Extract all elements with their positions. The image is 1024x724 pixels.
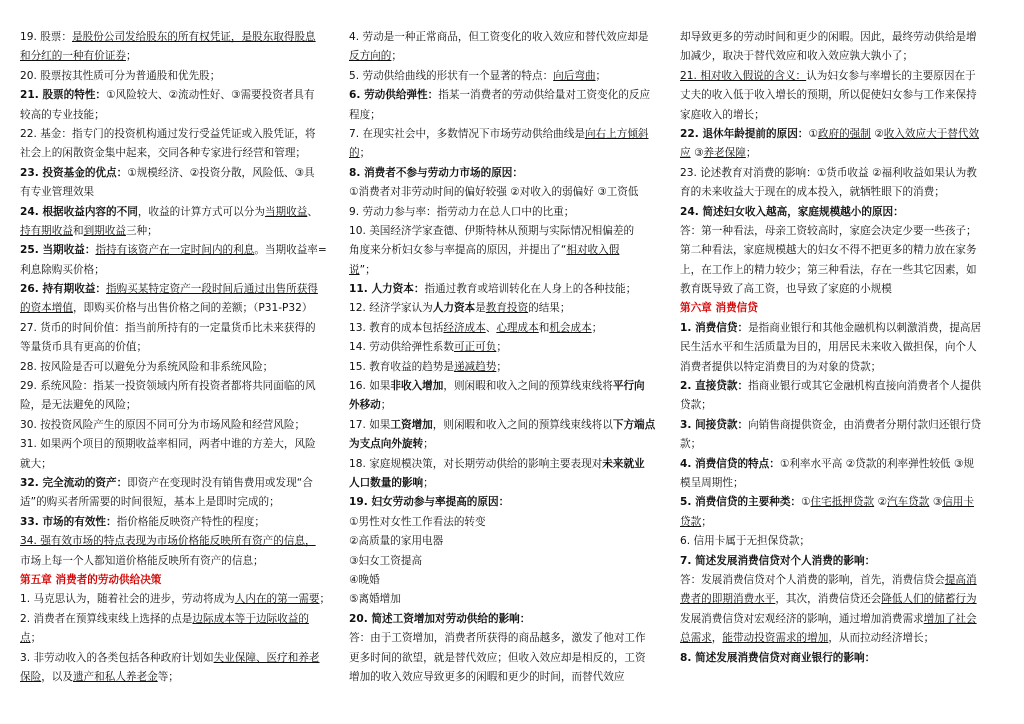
text-line — [349, 590, 667, 609]
text-line — [349, 241, 667, 260]
text-segment: 家庭收入的增长； — [680, 108, 765, 121]
text-line — [349, 358, 667, 377]
text-line — [349, 416, 667, 435]
underlined-text: 人内在的第一需要 — [234, 593, 320, 606]
underlined-text: 教育投资 — [485, 302, 529, 315]
underlined-text: 反方向的 — [349, 50, 392, 63]
text-segment: 14. 劳动供给弹性系数 — [349, 341, 454, 354]
text-line — [680, 649, 998, 668]
text-segment: ； — [595, 69, 607, 82]
text-segment: 15. 教育收益的趋势是 — [349, 360, 454, 373]
underlined-text: 当期收益 — [264, 205, 308, 218]
text-line — [20, 668, 338, 687]
text-line — [20, 610, 338, 629]
text-segment: 向销售商提供资金，由消费者分期付款归还银行贷 — [748, 418, 982, 431]
text-line — [20, 474, 338, 493]
text-line — [349, 455, 667, 474]
text-line — [349, 668, 667, 687]
bold-term: 人口数量的影响 — [349, 476, 424, 489]
bold-term: 25. 当期收益： — [20, 244, 96, 257]
underlined-text: 指持有该资产在一定时间内的利息 — [95, 244, 255, 257]
text-segment: 20. 股票按其性质可分为普通股和优先股； — [20, 69, 221, 82]
text-segment: 指商业银行或其它金融机构直接向消费者个人提供 — [748, 380, 982, 393]
text-line — [680, 280, 998, 299]
text-line — [349, 396, 667, 415]
bold-term: 23. 投资基金的优点： — [20, 166, 128, 179]
text-segment: 育的未来收益大于现在的成本投入，就牺牲眼下的消费； — [680, 186, 945, 199]
text-line — [680, 183, 998, 202]
text-segment: 13. 教育的成本包括 — [349, 321, 444, 334]
text-line — [20, 513, 338, 532]
text-line — [349, 261, 667, 280]
text-segment: ，收益的计算方式可以分为 — [137, 205, 265, 218]
text-segment: 贷款； — [680, 399, 712, 412]
bold-term: 11. 人力资本： — [349, 283, 425, 296]
underlined-text: 的资本增值 — [20, 302, 73, 315]
text-segment: 社会上的闲散资金集中起来，交同各种专家进行经营和管理； — [20, 147, 307, 160]
text-segment: 17. 如果 — [349, 418, 391, 431]
text-segment: 认为妇女参与率增长的主要原因在于 — [806, 69, 976, 82]
underlined-text: 信用卡 — [942, 496, 974, 509]
text-segment: 上，在工作上的精力较少；第三种看法，存在一些其它因素，如 — [680, 263, 977, 276]
text-segment: ⑤离婚增加 — [349, 593, 401, 606]
text-segment: ； — [30, 632, 42, 645]
text-line — [349, 474, 667, 493]
text-segment: 12. 经济学家认为 — [349, 302, 433, 315]
text-line — [349, 649, 667, 668]
text-segment: ① — [808, 127, 818, 140]
text-segment: ①消费者对非劳动时间的偏好较强 ②对收入的弱偏好 ③工资低 — [349, 186, 639, 199]
underlined-text: 心理成本 — [496, 321, 539, 334]
text-segment: ②高质量的家用电器 — [349, 535, 444, 548]
text-segment: 27. 货币的时间价值：指当前所持有的一定量货币比未来获得的 — [20, 321, 316, 334]
text-segment: 三种； — [125, 224, 158, 237]
text-line — [680, 474, 998, 493]
text-segment: 指通过教育或培训转化在人身上的各种技能； — [424, 283, 637, 296]
underlined-text: 降低人们的储蓄行为 — [881, 593, 977, 606]
text-segment: 7. 在现实社会中，多数情况下市场劳动供给曲线是 — [349, 127, 585, 140]
text-segment: 即资产在变现时没有销售费用或发现“合 — [127, 476, 313, 489]
text-line — [20, 125, 338, 144]
text-line — [349, 222, 667, 241]
text-line — [349, 532, 667, 551]
chapter-heading: 第五章 消费者的劳动供给决策 — [20, 573, 162, 586]
underlined-text: 相对收入假 — [566, 244, 620, 257]
text-line — [20, 164, 338, 183]
text-line — [349, 47, 667, 66]
text-segment: ； — [496, 341, 507, 354]
text-segment: 30. 按投资风险产生的原因不同可分为市场风险和经营风险； — [20, 418, 306, 431]
bold-term: 外移动 — [349, 399, 381, 412]
text-segment: ； — [745, 147, 757, 160]
text-segment: 较高的专业技能； — [20, 108, 105, 121]
bold-term: 21. 股票的特性： — [20, 89, 107, 102]
underlined-text: 经济成本 — [443, 321, 486, 334]
text-line — [20, 493, 338, 512]
bold-term: 19. 妇女劳动参与率提高的原因： — [349, 496, 510, 509]
text-segment: 利息除购买价格； — [20, 263, 105, 276]
text-line — [20, 241, 338, 260]
underlined-text: 机会成本 — [549, 321, 592, 334]
text-line — [349, 629, 667, 648]
text-segment: 2. 消费者在预算线束线上选择的点是 — [20, 612, 193, 625]
text-segment: 险，是无法避免的风险； — [20, 399, 137, 412]
underlined-text: 提高消 — [944, 573, 977, 586]
text-segment: 教育既导致了高工资，也导致了家庭的小规模 — [680, 283, 892, 296]
text-line — [680, 222, 998, 241]
bold-term: 非收入增加 — [390, 380, 444, 393]
underlined-text: 34. 强有效市场的特点表现为市场价格能反映所有资产的信息， — [20, 535, 316, 548]
text-segment: 市场上每一个人都知道价格能反映所有资产的信息； — [20, 554, 264, 567]
bold-term: 为支点向外旋转 — [349, 438, 424, 451]
text-line — [20, 571, 338, 590]
underlined-text: 的 — [349, 147, 360, 160]
underlined-text: 说 — [349, 263, 360, 276]
text-segment: ，则闲暇和收入之间的预算线束线将以 — [432, 418, 613, 431]
underlined-text: 收入效应大于替代效 — [883, 127, 980, 140]
text-line — [20, 416, 338, 435]
text-line — [20, 358, 338, 377]
text-line — [680, 358, 998, 377]
text-segment: 等； — [157, 670, 179, 683]
text-segment: ； — [591, 321, 603, 334]
bold-term: 24. 根据收益内容的不同 — [20, 205, 138, 218]
underlined-text: 保险 — [20, 670, 42, 683]
bold-term: 平行向 — [612, 380, 645, 393]
text-segment: ①利率水平高 ②贷款的利率弹性较低 ③规 — [779, 457, 974, 470]
chapter-heading: 第六章 消费信贷 — [680, 302, 758, 315]
text-line — [680, 261, 998, 280]
text-segment: ； — [391, 50, 402, 63]
text-line — [20, 338, 338, 357]
underlined-text: 指购买某特定资产一段时间后通过出售所获得 — [106, 283, 318, 296]
text-line — [349, 86, 667, 105]
text-segment: 答：第一种看法，母亲工资较高时，家庭会决定少要一些孩子； — [680, 224, 977, 237]
text-line — [349, 280, 667, 299]
text-line — [680, 377, 998, 396]
text-line — [20, 455, 338, 474]
text-segment: ③ — [690, 147, 704, 160]
text-column-2 — [349, 28, 667, 687]
text-line — [680, 435, 998, 454]
text-line — [349, 164, 667, 183]
text-line — [349, 571, 667, 590]
text-line — [20, 649, 338, 668]
text-line — [20, 222, 338, 241]
bold-term: 24. 简述妇女收入越高，家庭规模越小的原因： — [680, 205, 904, 218]
underlined-text: 点 — [20, 632, 31, 645]
text-segment: 31. 如果两个项目的预期收益率相同，两者中谁的方差大，风险 — [20, 438, 316, 451]
bold-term: 8. 消费者不参与劳动力市场的原因： — [349, 166, 523, 179]
underlined-text: 总需求 — [680, 632, 712, 645]
text-segment: 款； — [680, 438, 702, 451]
text-segment: ① — [801, 496, 811, 509]
text-line — [20, 377, 338, 396]
underlined-text: 可正可负 — [453, 341, 497, 354]
text-line — [349, 125, 667, 144]
text-segment: ② — [874, 496, 887, 509]
underlined-text: 边际成本等于边际收益的 — [192, 612, 309, 625]
text-segment: ，其次，消费信贷还会 — [775, 593, 882, 606]
text-segment: 28. 按风险是否可以避免分为系统风险和非系统风险； — [20, 360, 274, 373]
text-line — [680, 532, 998, 551]
text-segment: 消费者提供以特定消费目的为对象的贷款； — [680, 360, 882, 373]
text-line — [349, 435, 667, 454]
text-line — [349, 610, 667, 629]
text-segment: ； — [380, 399, 392, 412]
text-segment: 1. 马克思认为，随着社会的进步，劳动将成为 — [20, 593, 235, 606]
text-segment: 6. 信用卡属于无担保贷款； — [680, 535, 811, 548]
text-column-1 — [20, 28, 338, 687]
text-line — [680, 319, 998, 338]
bold-term: 未来就业 — [602, 457, 645, 470]
text-segment: 民生活水平和生活质量为目的，用居民未来收入做担保，向个人 — [680, 341, 977, 354]
text-line — [680, 125, 998, 144]
text-line — [680, 610, 998, 629]
underlined-text: 住宅抵押贷款 — [810, 496, 875, 509]
text-segment: 适”的购买者所需要的时间很短，基本上是即时完成的； — [20, 496, 280, 509]
text-line — [20, 203, 338, 222]
text-segment: 的结果； — [528, 302, 571, 315]
text-segment: ①规模经济、②投资分散，风险低、③具 — [127, 166, 315, 179]
text-segment: 是 — [475, 302, 486, 315]
text-segment: 加减少，取决于替代效应和收入效应孰大孰小了； — [680, 50, 914, 63]
text-segment: 角度来分析妇女参与率提高的原因，并提出了“ — [349, 244, 567, 257]
text-segment: ； — [701, 515, 712, 528]
text-segment: 5. 劳动供给曲线的形状有一个显著的特点： — [349, 69, 554, 82]
text-line — [680, 513, 998, 532]
bold-term: 下方端点 — [612, 418, 656, 431]
text-segment: 、 — [485, 321, 497, 334]
text-line — [20, 47, 338, 66]
text-line — [349, 28, 667, 47]
text-line — [680, 86, 998, 105]
text-segment: ； — [125, 50, 137, 63]
text-segment: ①风险较大、②流动性好、③需要投资者具有 — [106, 89, 315, 102]
text-segment: ，以及 — [41, 670, 73, 683]
underlined-text: 应 — [680, 147, 691, 160]
text-line — [20, 590, 338, 609]
text-segment: ③妇女工资提高 — [349, 554, 423, 567]
text-segment: ，即购买价格与出售价格之间的差额；（P31-P32） — [72, 302, 313, 315]
underlined-text: 能带动投资需求的增加 — [722, 632, 829, 645]
underlined-text: 21. 相对收入假说的含义： — [680, 69, 807, 82]
text-segment: 22. 基金：指专门的投资机构通过发行受益凭证或入股凭证，将 — [20, 127, 316, 140]
bold-term: 7. 简述发展消费信贷对个人消费的影响： — [680, 554, 876, 567]
text-segment: 指某一消费者的劳动供给量对工资变化的反应 — [438, 89, 651, 102]
text-segment: 和 — [72, 224, 84, 237]
text-line — [20, 183, 338, 202]
bold-term: 1. 消费信贷： — [680, 321, 749, 334]
underlined-text: 和分红的一种有价证券 — [20, 50, 126, 63]
text-line — [20, 396, 338, 415]
text-segment: 却导致更多的劳动时间和更少的闲暇。因此，最终劳动供给是增 — [680, 31, 977, 43]
text-line — [20, 67, 338, 86]
bold-term: 6. 劳动供给弹性： — [349, 89, 439, 102]
text-segment: ； — [423, 438, 434, 451]
bold-term: 3. 间接贷款： — [680, 418, 749, 431]
text-line — [20, 299, 338, 318]
bold-term: 32. 完全流动的资产： — [20, 476, 128, 489]
text-line — [349, 319, 667, 338]
text-line — [20, 86, 338, 105]
text-segment: 。当期收益率= — [254, 244, 327, 257]
text-line — [20, 28, 338, 47]
text-line — [349, 67, 667, 86]
text-line — [20, 106, 338, 125]
text-segment: 23. 论述教育对消费的影响：①货币收益 ②福利收益如果认为教 — [680, 166, 977, 179]
underlined-text: 养老保障 — [703, 147, 746, 160]
underlined-text: 失业保障、医疗和养老 — [213, 651, 320, 664]
text-segment: 答：由于工资增加，消费者所获得的商品越多，激发了他对工作 — [349, 632, 646, 645]
underlined-text: 递减趋势 — [453, 360, 497, 373]
text-segment: ； — [319, 593, 331, 606]
text-line — [680, 455, 998, 474]
text-line — [680, 67, 998, 86]
bold-term: 4. 消费信贷的特点： — [680, 457, 780, 470]
text-line — [349, 203, 667, 222]
underlined-text: 贷款 — [680, 515, 702, 528]
text-segment: 、 — [307, 205, 318, 218]
text-segment: 发展消费信贷对宏观经济的影响，通过增加消费需求 — [680, 612, 924, 625]
text-line — [680, 203, 998, 222]
text-line — [680, 338, 998, 357]
text-segment: ， — [711, 632, 723, 645]
text-segment: 第二种看法，家庭规模越大的妇女不得不把更多的精力放在家务 — [680, 244, 977, 257]
underlined-text: 费者的即期消费水平 — [680, 593, 776, 606]
bold-term: 2. 直接贷款： — [680, 380, 749, 393]
text-line — [680, 571, 998, 590]
bold-term: 8. 简述发展消费信贷对商业银行的影响： — [680, 651, 876, 664]
text-line — [680, 106, 998, 125]
underlined-text: 向右上方倾斜 — [584, 127, 649, 140]
text-line — [20, 532, 338, 551]
text-line — [349, 377, 667, 396]
text-line — [20, 144, 338, 163]
text-segment: 丈夫的收入低于收入增长的预期，所以促使妇女参与工作来保持 — [680, 89, 977, 102]
underlined-text: 向后弯曲 — [553, 69, 596, 82]
text-line — [20, 319, 338, 338]
text-segment: ，从而拉动经济增长； — [828, 632, 935, 645]
text-line — [680, 28, 998, 47]
text-line — [680, 552, 998, 571]
text-line — [680, 416, 998, 435]
underlined-text: 政府的强制 — [817, 127, 871, 140]
text-line — [20, 629, 338, 648]
text-line — [349, 338, 667, 357]
text-segment: ③ — [929, 496, 943, 509]
text-segment: 16. 如果 — [349, 380, 391, 393]
bold-term: 33. 市场的有效性： — [20, 515, 117, 528]
text-segment: 是指商业银行和其他金融机构以刺激消费，提高居 — [748, 321, 982, 334]
text-line — [349, 144, 667, 163]
text-line — [349, 493, 667, 512]
text-segment: 程度； — [349, 108, 381, 121]
bold-term: 22. 退休年龄提前的原因： — [680, 127, 809, 140]
underlined-text: 持有期收益 — [20, 224, 73, 237]
text-line — [680, 396, 998, 415]
text-segment: ①男性对女性工作看法的转变 — [349, 515, 486, 528]
text-segment: 模呈周期性； — [680, 476, 744, 489]
text-line — [349, 183, 667, 202]
text-line — [680, 590, 998, 609]
text-segment: ② — [870, 127, 884, 140]
text-segment: ，则闲暇和收入之间的预算线束线将 — [443, 380, 613, 393]
underlined-text: 汽车贷款 — [886, 496, 930, 509]
text-segment: ； — [359, 147, 371, 160]
text-line — [680, 47, 998, 66]
text-line — [680, 629, 998, 648]
text-line — [349, 513, 667, 532]
text-line — [680, 493, 998, 512]
underlined-text: 是股份公司发给股东的所有权凭证，是股东取得股息 — [72, 31, 316, 43]
text-line — [20, 435, 338, 454]
text-line — [349, 552, 667, 571]
text-line — [20, 552, 338, 571]
text-segment: 答：发展消费信贷对个人消费的影响，首先，消费信贷会 — [680, 573, 945, 586]
text-segment: 4. 劳动是一种正常商品，但工资变化的收入效应和替代效应却是 — [349, 31, 649, 43]
bold-term: 20. 简述工资增加对劳动供给的影响： — [349, 612, 531, 625]
text-segment: 指价格能反映资产特性的程度； — [116, 515, 265, 528]
text-line — [680, 241, 998, 260]
text-segment: ； — [423, 476, 434, 489]
text-segment: ； — [496, 360, 507, 373]
text-line — [680, 144, 998, 163]
bold-term: 人力资本 — [432, 302, 476, 315]
bold-term: 工资增加 — [390, 418, 433, 431]
text-segment: 19. 股票： — [20, 31, 72, 43]
text-segment: 3. 非劳动收入的各类包括各种政府计划如 — [20, 651, 214, 664]
text-line — [680, 299, 998, 318]
bold-term: 5. 消费信贷的主要种类： — [680, 496, 802, 509]
underlined-text: 遗产和私人养老金 — [72, 670, 158, 683]
text-line — [349, 106, 667, 125]
text-segment: 更多时间的欲望，就是替代效应；但收入效应却是相反的，工资 — [349, 651, 646, 664]
text-segment: 29. 系统风险：指某一投资领域内所有投资者都将共同面临的风 — [20, 380, 316, 393]
text-segment: 9. 劳动力参与率：指劳动力在总人口中的比重； — [349, 205, 575, 218]
text-segment: ④晚婚 — [349, 573, 380, 586]
text-segment: 增加的收入效应导致更多的闲暇和更少的时间，而替代效应 — [349, 670, 625, 683]
underlined-text: 增加了社会 — [923, 612, 977, 625]
text-segment: 等量货币具有更高的价值； — [20, 341, 148, 354]
text-segment: 和 — [538, 321, 550, 334]
text-segment: 18. 家庭规模决策，对长期劳动供给的影响主要表现对 — [349, 457, 603, 470]
text-segment: 10. 美国经济学家查德、伊斯特林从预期与实际情况相偏差的 — [349, 224, 635, 237]
bold-term: 26. 持有期收益： — [20, 283, 107, 296]
text-segment: 有专业管理效果 — [20, 186, 95, 199]
text-column-3 — [680, 28, 998, 668]
text-line — [680, 164, 998, 183]
text-segment: ”； — [359, 263, 376, 276]
text-line — [349, 299, 667, 318]
text-line — [20, 280, 338, 299]
underlined-text: 到期收益 — [83, 224, 126, 237]
text-line — [20, 261, 338, 280]
text-segment: 就大； — [20, 457, 52, 470]
